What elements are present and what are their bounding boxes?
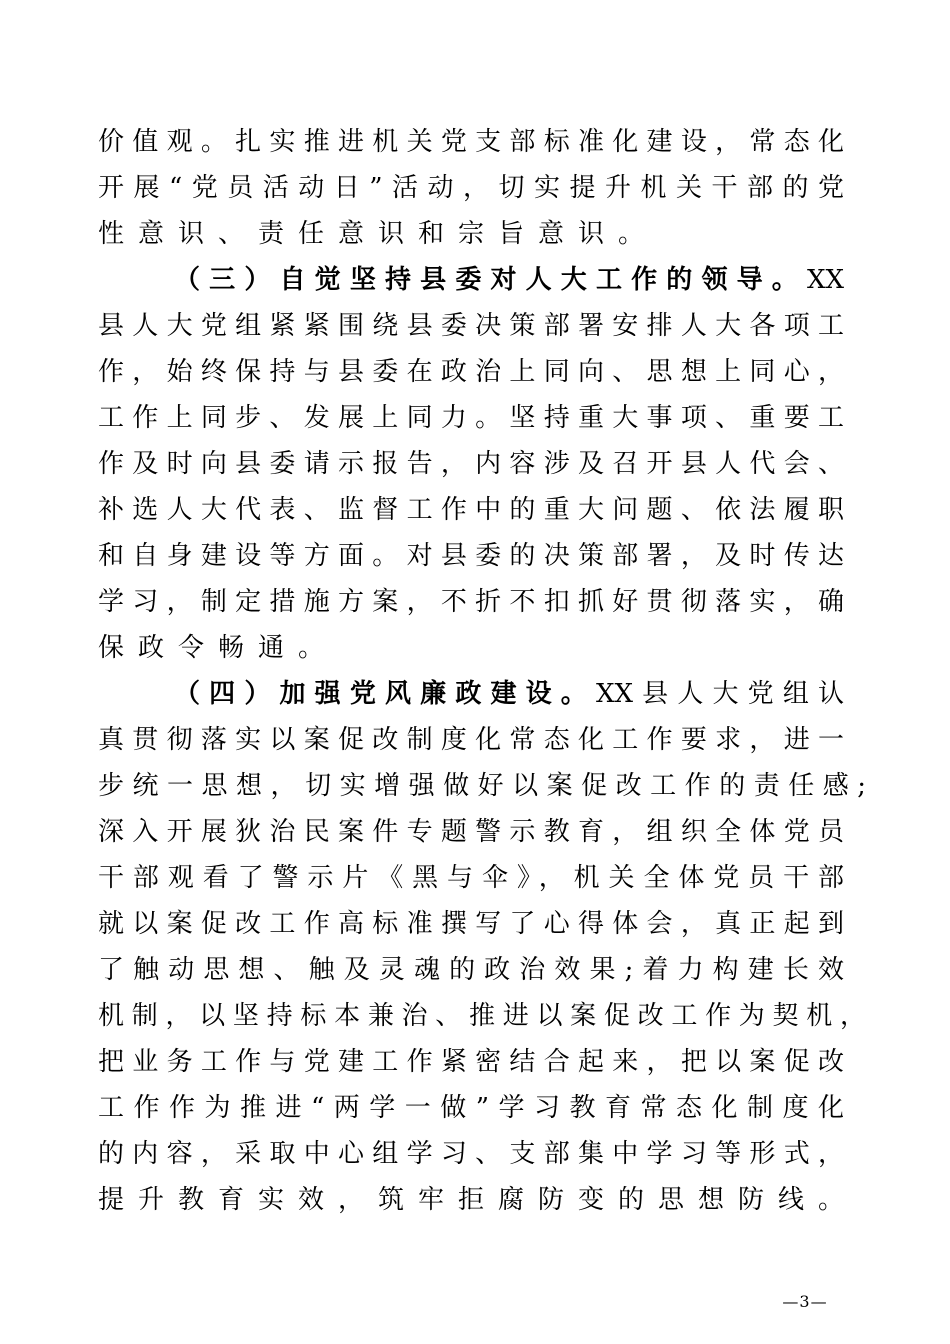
page-number: —3— <box>782 1292 828 1311</box>
body-text-line: 学习，制定措施方案，不折不扣抓好贯彻落实，确 <box>98 587 844 617</box>
body-text-line: 作，始终保持与县委在政治上同向、思想上同心， <box>98 357 844 387</box>
body-text-line: 真贯彻落实以案促改制度化常态化工作要求，进一 <box>98 725 844 755</box>
body-text-line: 深入开展狄治民案件专题警示教育，组织全体党员 <box>98 817 844 847</box>
section-heading-tail: XX县人大党组认 <box>595 679 844 709</box>
body-text-line: 就以案促改工作高标准撰写了心得体会，真正起到 <box>98 909 844 939</box>
body-text-line: 了触动思想、触及灵魂的政治效果;着力构建长效 <box>98 955 844 985</box>
section-heading: （四）加强党风廉政建设。 <box>174 679 596 709</box>
body-text-line: 工作上同步、发展上同力。坚持重大事项、重要工 <box>98 403 844 433</box>
body-text-line: 价值观。扎实推进机关党支部标准化建设，常态化 <box>98 127 844 157</box>
section-heading: （三）自觉坚持县委对人大工作的领导。 <box>174 265 807 295</box>
body-text-line: 机制，以坚持标本兼治、推进以案促改工作为契机， <box>98 1001 866 1031</box>
body-text-line: 步统一思想，切实增强做好以案促改工作的责任感; <box>98 771 866 801</box>
body-text-line: 的内容，采取中心组学习、支部集中学习等形式， <box>98 1139 844 1169</box>
body-text-line: 保政令畅通。 <box>98 633 339 663</box>
body-text-line: 和自身建设等方面。对县委的决策部署，及时传达 <box>98 541 844 571</box>
body-text-line: 作及时向县委请示报告，内容涉及召开县人代会、 <box>98 449 844 479</box>
section-heading-line <box>174 671 844 717</box>
body-text-line: 提升教育实效，筑牢拒腐防变的思想防线。 <box>98 1185 859 1215</box>
body-text-line: 工作作为推进“两学一做”学习教育常态化制度化 <box>98 1093 844 1123</box>
body-text-line: 性意识、责任意识和宗旨意识。 <box>98 219 659 249</box>
body-text-line: 县人大党组紧紧围绕县委决策部署安排人大各项工 <box>98 311 844 341</box>
section-heading-line <box>174 257 844 303</box>
body-text-line: 开展“党员活动日”活动，切实提升机关干部的党 <box>98 173 844 203</box>
body-text-line: 干部观看了警示片《黑与伞》，机关全体党员干部 <box>98 863 844 893</box>
section-heading-tail: XX <box>806 265 844 295</box>
body-text-line: 补选人大代表、监督工作中的重大问题、依法履职 <box>98 495 844 525</box>
body-text-line: 把业务工作与党建工作紧密结合起来，把以案促改 <box>98 1047 844 1077</box>
